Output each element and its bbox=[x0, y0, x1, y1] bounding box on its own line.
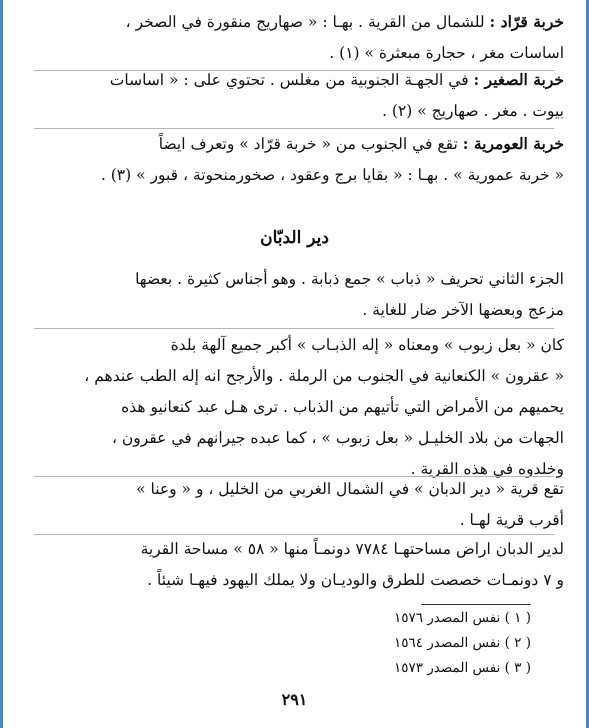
entry-line: اساسات مغر ، حجارة مبعثرة » (١) . bbox=[329, 44, 564, 62]
footnote-divider bbox=[421, 604, 531, 605]
entry-term: خربة قرّاد : bbox=[489, 12, 564, 31]
footnote: ( ١ ) نفس المصدر ١٥٧٦ bbox=[393, 610, 531, 626]
footnotes bbox=[394, 606, 531, 681]
paragraph-line: تقع قرية « دير الدبان » في الشمال الغربي من الخليل ، و « وعنا » bbox=[136, 480, 564, 498]
entry-text: في الجهـة الجنوبية من مغلس . تحتوي على : « اساسات bbox=[109, 71, 474, 89]
entry-line: بيوت . مغر . صهاريج » (٢) . bbox=[382, 102, 564, 120]
paragraph-line: الجزء الثاني تحريف « ذباب » جمع ذبابة . وهو أجناس كثيرة . بعضها bbox=[135, 270, 564, 288]
entry-khirbet-al-saghir bbox=[24, 64, 564, 127]
paragraph-line: لدير الدبان اراض مساحتهـا ٧٧٨٤ دونمـاً منها « ٥٨ » مساحة القرية bbox=[140, 540, 564, 558]
paragraph-line: « عقرون » الكنعانية في الجنوب من الرملة . والأرجح انه إله الطب عندهم ، bbox=[84, 367, 564, 385]
entry-line bbox=[24, 6, 564, 38]
entry-text: تقع في الجنوب من « خربة قرّاد » وتعرف ايضاً bbox=[158, 135, 463, 153]
entry-term: خربة العومرية : bbox=[462, 134, 564, 153]
paragraph-line: مزعج وبعضها الآخر ضار للغاية . bbox=[362, 301, 564, 319]
entry-line bbox=[24, 128, 564, 160]
page-number: ٢٩١ bbox=[281, 690, 308, 709]
entry-text: للشمال من القرية . بهـا : « صهاريج منقورة في الصخر ، bbox=[125, 13, 490, 31]
entry-line bbox=[24, 64, 564, 96]
entry-line: « خربة عمورية » . بهـا : « بقايا برج وعقود ، صخورمنحوتة ، قبور » (٣) . bbox=[100, 166, 564, 184]
footnote: ( ٣ ) نفس المصدر ١٥٧٣ bbox=[393, 660, 531, 676]
paragraph-line: و ٧ دونمـات خصصت للطرق والوديـان ولا يملك اليهود فيهـا شيئاً . bbox=[147, 571, 564, 589]
paragraph-line: أقرب قرية لهـا . bbox=[459, 511, 564, 529]
entry-khirbet-qarrad bbox=[24, 6, 564, 69]
footnote: ( ٢ ) نفس المصدر ١٥٦٤ bbox=[393, 635, 531, 651]
section-title: دير الدبّان bbox=[260, 228, 329, 248]
paragraph bbox=[24, 534, 564, 596]
paragraph-line: كان « بعل زبوب » ومعناه « إله الذبـاب » أكبر جميع آلهة بلدة bbox=[170, 336, 564, 354]
paragraph bbox=[24, 330, 564, 485]
entry-term: خربة الصغير : bbox=[473, 70, 564, 89]
paragraph bbox=[24, 474, 564, 536]
paragraph-line: يحميهم من الأمراض التي تأتيهم من الذباب . ترى هـل عبد كنعانيو هذه bbox=[121, 398, 564, 416]
separator bbox=[34, 328, 554, 329]
paragraph-line: وخلدوه في هذه القرية . bbox=[410, 460, 564, 478]
paragraph-line: الجهات من بلاد الخليـل « بعل زبوب » ، كما عبده جيرانهم في عقرون ، bbox=[111, 429, 564, 447]
paragraph bbox=[24, 264, 564, 326]
entry-khirbet-al-umariya bbox=[24, 128, 564, 191]
